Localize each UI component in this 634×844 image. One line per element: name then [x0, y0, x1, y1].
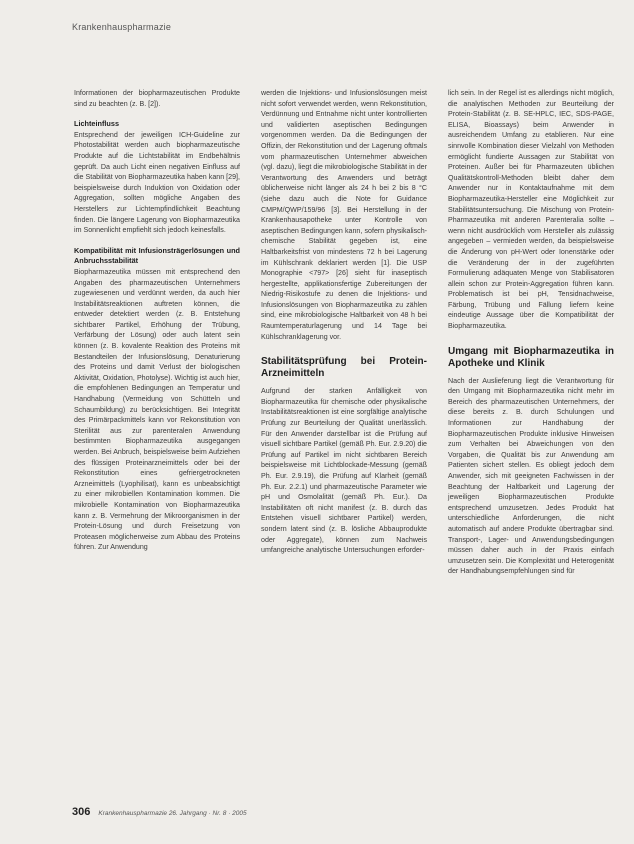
page-footer — [72, 806, 247, 818]
section-heading-light: Lichteinfluss — [74, 119, 120, 129]
paragraph-handling: Nach der Auslieferung liegt die Verantwortung für den Umgang mit Biopharmazeutika nicht mehr im Bereich des pharmazeutischen Unternehmers, der diese bereits z. B. durch Schulungen und Informationen zur Handhabung der Biopharmazeutischen Produkte inklusive Hinweisen zum Verhalten bei Abweichungen von den Vorgaben, die Qualität bis zur Anwendung am Patienten sichert stellen. Es obliegt jedoch dem Anwender, sich mit geeigneten Fachwissen in der Beachtung der Haltbarkeit und Lagerung der jeweiligen Biopharmazeutischen Produkte entsprechend umzusetzen. Jedes Produkt hat unterschiedliche Anforderungen, die nicht automatisch auf andere Produkte übertragbar sind. Transport-, Lager- und Anwendungsbedingungen müssen daher auch in der Praxis einfach umzusetzen sein. Die Komplexität und Heterogenität der Handhabungsempfehlungen sind für — [448, 376, 614, 576]
text-column-1 — [74, 88, 240, 553]
paragraph-compatibility: Biopharmazeutika müssen mit entsprechend den Angaben des pharmazeutischen Unternehmers zugewiesenen und verdünnt werden, da auch hier Instabilitätsreaktionen auftreten können, die entweder detektiert werden (z. B. Entstehung sichtbarer Partikel, Erhöhung der Trübung, Verfärbung der Lösung) oder auch latent sein können (z. B. kovalente Reaktion des Proteins mit Bestandteilen der Infusionslösung, Denaturierung des Proteins und damit Verlust der biologischen Aktivität, Oxidation, Photolyse). Wichtig ist auch hier, die empfohlenen Bedingungen an Temperatur und Handhabung (Vermeidung von Schütteln und Schaumbildung) zu berücksichtigen. Bei Integrität des Primärpackmittels kann vor Rekonstitution von Sterilität aus zur parenteralen Anwendung bestimmten Biopharmazeutika ausgegangen werden. Bei Anbruch, beispielsweise beim Aufziehen des flüssigen Proteinarzneimittels oder bei der Rekonstitution eines gefriergetrockneten Arzneimittels (Lyophilisat), kann es unbeabsichtigt zu einer mikrobiellen Kontamination kommen. Die mikrobielle Kontamination von Biopharmazeutika kann z. B. Vermehrung der Mikroorganismen in der Protein-Lösung und durch Freisetzung von Proteasen möglicherweise zum Abbau des Proteins führen. Zur Anwendung — [74, 267, 240, 552]
section-heading-compatibility: Kompatibilität mit Infusionsträgerlösungen und Anbruchsstabilität — [74, 245, 240, 266]
text-column-3 — [448, 88, 614, 577]
paragraph-analytics: lich sein. In der Regel ist es allerdings nicht möglich, die analytischen Methoden zur Beurteilung der Protein-Stabilität (z. B. SE-HPLC, IEC, SDS-PAGE, ELISA, Bioassays) beim Anwender in ausreichendem Umfang zu etablieren. Nur eine sinnvolle Kombination dieser Vielzahl von Methoden ermöglicht fundierte Aussagen zur Stabilität von Proteinen. Außer bei für Pharmazeuten üblichen Qualitätskontroll-Methoden bleibt daher dem Anwender nur in Kontaktaufnahme mit dem Biopharmazeutika-Hersteller eine Möglichkeit zur Stabilitätsuntersuchung. Die Mischung von Protein-Pharmazeutika mit anderen Parenteralia sollte – wenn nicht ausdrücklich vom Hersteller als zulässig angegeben – vermieden werden, da beispielsweise die Änderung von pH-Wert oder Ionenstärke oder die Veränderung der in der zugeführten Formulierung adäquaten Menge von Stabilisatoren allein schon zur Protein-Aggregation führen kann. Problematisch ist bei pH, Tensidnachweise, Färbung, Trübung und Fällung liefern keine eindeutige Aussage über die Kompatibilität der Biopharmazeutika. — [448, 89, 614, 331]
page-number: 306 — [72, 806, 91, 818]
paragraph-stability-testing: Aufgrund der starken Anfälligkeit von Biopharmazeutika für chemische oder physikalische Instabilitätsreaktionen ist eine sorgfältige analytische Prüfung zur Beurteilung der Qualität unerlässlich. Für den Anwender darstellbar ist die Prüfung auf visuell sichtbare Partikel (gemäß Ph. Eur. 2.9.20) die Prüfung auf Partikel im nicht sichtbaren Bereich beispielsweise mit Lichtblockade-Messung (gemäß Ph. Eur. 2.9.19), die Prüfung auf Klarheit (gemäß Ph. Eur. 2.2.1) und pharmazeutische Parameter wie pH und Osmolalität (gemäß Ph. Eur.). Da Instabilitäten oft nicht manifest (z. B. durch das Entstehen visuell sichtbarer Partikel) werden, sondern latent sind (z. B. lösliche Abbauprodukte oder Aggregate), können zum Nachweis umfangreiche analytische Untersuchungen erforder- — [261, 387, 427, 555]
paragraph-sterility: werden die Injektions- und Infusionslösungen meist nicht sofort verwendet werden, wenn Rekonstitution, Verdünnung und Entnahme nicht unter kontrollierten und validierten aseptischen Bedingungen vorgenommen werden. Da die Bedingungen der Offizin, der Rekonstitution und der Lagerung oftmals vom pharmazeutischen Unternehmer abweichen (vgl. dazu), liegt die mikrobiologische Stabilität in der Verantwortung des Anwenders und beträgt üblicherweise nicht länger als 24 h bei 2 bis 8 °C (siehe dazu auch die Note for Guidance CMPM/QWP/159/96 [3]. Bei Herstellung in der Krankenhausapotheke unter Kontrolle von aseptischen Bedingungen kann, sofern physikalisch-chemische Stabilität gegeben ist, eine Haltbarkeitsfrist von mindestens 72 h bei Lagerung im Kühlschrank deklariert werden [1]. Die USP Monographie <797> [26] sieht für inaseptisch hergestellte, applikationsfertige Zubereitungen der Niedrig-Risikostufe zu denen die Injektions- und Infusionslösungen von Biopharmazeutika zu zählen sind, eine mikrobiologische Haltbarkeit von 48 h bei Raumtemperaturlagerung und 14 Tage bei Kühlschranklagerung vor. — [261, 89, 427, 341]
text-column-2 — [261, 88, 427, 556]
journal-reference: Krankenhauspharmazie 26. Jahrgang · Nr. 8 · 2005 — [98, 810, 247, 817]
paragraph-intro: Informationen der biopharmazeutischen Produkte sind zu beachten (z. B. [2]). — [74, 89, 240, 108]
section-heading-handling: Umgang mit Biopharmazeutika in Apotheke und Klinik — [448, 345, 614, 369]
paragraph-light: Entsprechend der jeweiligen ICH-Guideline zur Photostabilität werden auch biopharmazeutische Produkte auf die Lichtstabilität im Endbehältnis geprüft. Da auch Licht einen negativen Einfluss auf die Stabilität von Biopharmazeutika haben kann [29], beispielsweise durch Induktion von Oxidation oder Aggregation, sollten mögliche Angaben des Herstellers zur Lichtempfindlichkeit Beachtung finden. Die längere Lagerung von Biopharmazeutika im Sonnenlicht empfiehlt sich jedoch keinesfalls. — [74, 130, 240, 235]
running-header: Krankenhauspharmazie — [72, 22, 172, 32]
section-heading-stability-testing: Stabilitätsprüfung bei Protein-Arzneimitteln — [261, 356, 427, 380]
